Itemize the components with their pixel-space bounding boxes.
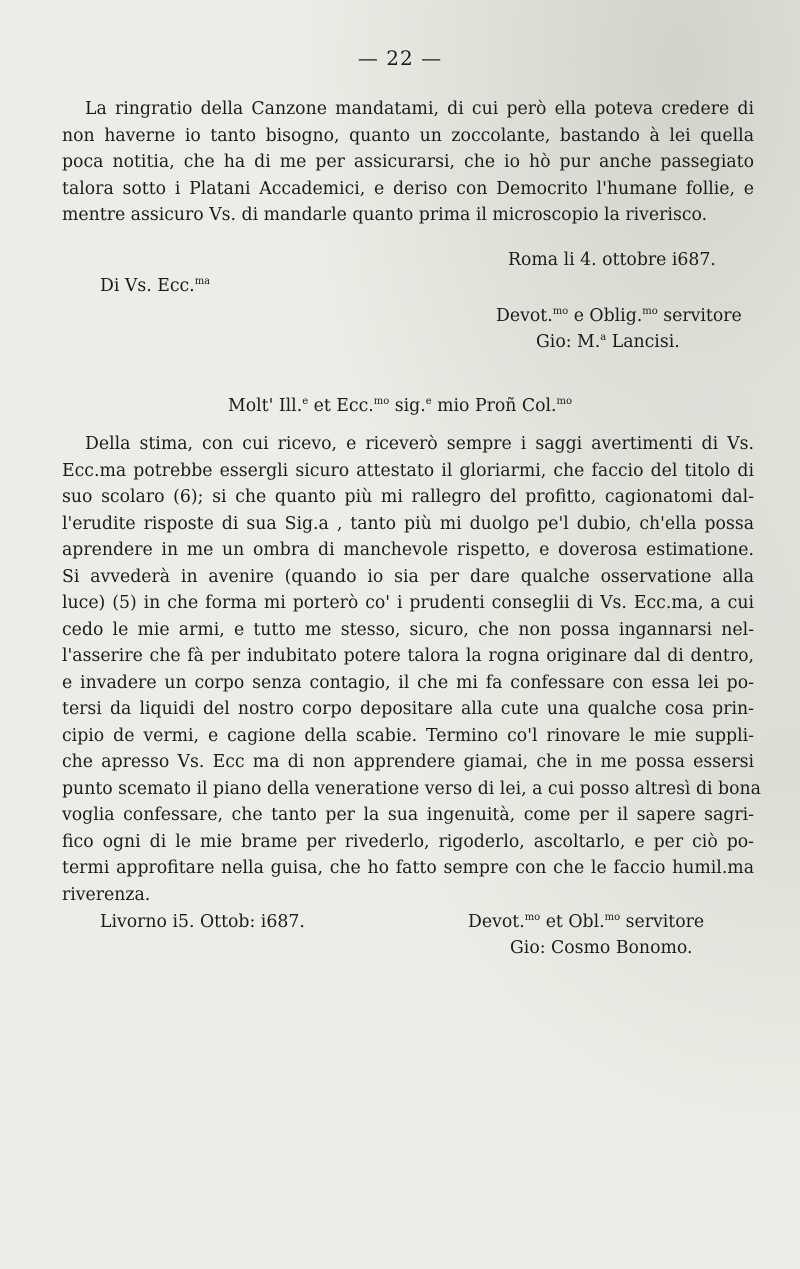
text-line: tersi da liquidi del nostro corpo depositare alla cute una qualche cosa prin-	[62, 699, 754, 719]
text-line: punto scemato il piano della veneratione verso di lei, a cui posso altresì di bona	[62, 778, 761, 799]
text-line: fico ogni di le mie brame per rivederlo, rigoderlo, ascoltarlo, e per ciò po-	[62, 831, 754, 852]
text-line: non haverne io tanto bisogno, quanto un zoccolante, bastando à lei quella	[62, 125, 754, 146]
letter-one-place-date: Roma li 4. ottobre i687.	[508, 250, 716, 270]
letter-two-place-date: Livorno i5. Ottob: i687.	[100, 912, 305, 932]
text-line: talora sotto i Platani Accademici, e deriso con Democrito l'humane follie, e	[62, 178, 754, 199]
text-line: suo scolaro (6); si che quanto più mi rallegro del profitto, cagionatomi dal-	[62, 487, 754, 507]
text-line: l'erudite risposte di sua Sig.a , tanto più mi duolgo pe'l dubio, ch'ella possa	[62, 513, 754, 534]
text-line: voglia confessare, che tanto per la sua ingenuità, come per il sapere sagri-	[62, 805, 754, 825]
letter-two-salutation: Molt' Ill.$^e$ et Ecc.$^{mo}$ sig.$^e$ mio Proñ Col.$^{mo}$	[228, 396, 573, 416]
text-line: aprendere in me un ombra di manchevole rispetto, e doverosa estimatione.	[62, 540, 754, 560]
letter-two-closing: Devot.$^{mo}$ et Obl.$^{mo}$ servitore	[468, 912, 705, 932]
text-line: l'asserire che fà per indubitato potere talora la rogna originare dal di dentro,	[62, 646, 754, 666]
text-line: cipio de vermi, e cagione della scabie. Termino co'l rinovare le mie suppli-	[62, 725, 754, 746]
text-line: poca notitia, che ha di me per assicurarsi, che io hò pur anche passegiato	[62, 152, 754, 172]
text-line: Ecc.ma potrebbe essergli sicuro attestato il gloriarmi, che faccio del titolo di	[62, 460, 754, 481]
letter-one-closing: Devot.$^{mo}$ e Oblig.$^{mo}$ servitore	[496, 306, 742, 326]
text-line: La ringratio della Canzone mandatami, di cui però ella poteva credere di	[85, 99, 754, 119]
letter-one-signature: Gio: M.$^a$ Lancisi.	[536, 332, 680, 352]
letter-two-signature: Gio: Cosmo Bonomo.	[510, 938, 693, 958]
text-line: mentre assicuro Vs. di mandarle quanto prima il microscopio la riverisco.	[62, 205, 708, 225]
letter-two-body	[62, 431, 761, 908]
text-line: che apresso Vs. Ecc ma di non apprendere giamai, che in me possa essersi	[62, 752, 754, 772]
text-line: cedo le mie armi, e tutto me stesso, sicuro, che non possa ingannarsi nel-	[62, 619, 754, 640]
text-line: luce) (5) in che forma mi porterò co' i prudenti conseglii di Vs. Ecc.ma, a cui	[62, 593, 754, 613]
letter-one-addressee: Di Vs. Ecc.$^{ma}$	[100, 276, 211, 296]
text-line: e invadere un corpo senza contagio, il che mi fa confessare con essa lei po-	[62, 672, 754, 693]
text-line: riverenza.	[62, 884, 151, 905]
text-line: termi approfitare nella guisa, che ho fatto sempre con che le faccio humil.ma	[62, 858, 754, 878]
text-line: Della stima, con cui ricevo, e riceverò sempre i saggi avertimenti di Vs.	[85, 434, 754, 454]
text-line: Si avvederà in avenire (quando io sia per dare qualche osservatione alla	[62, 566, 754, 587]
letter-one-body	[62, 96, 754, 229]
page-number: — 22 —	[357, 46, 443, 70]
